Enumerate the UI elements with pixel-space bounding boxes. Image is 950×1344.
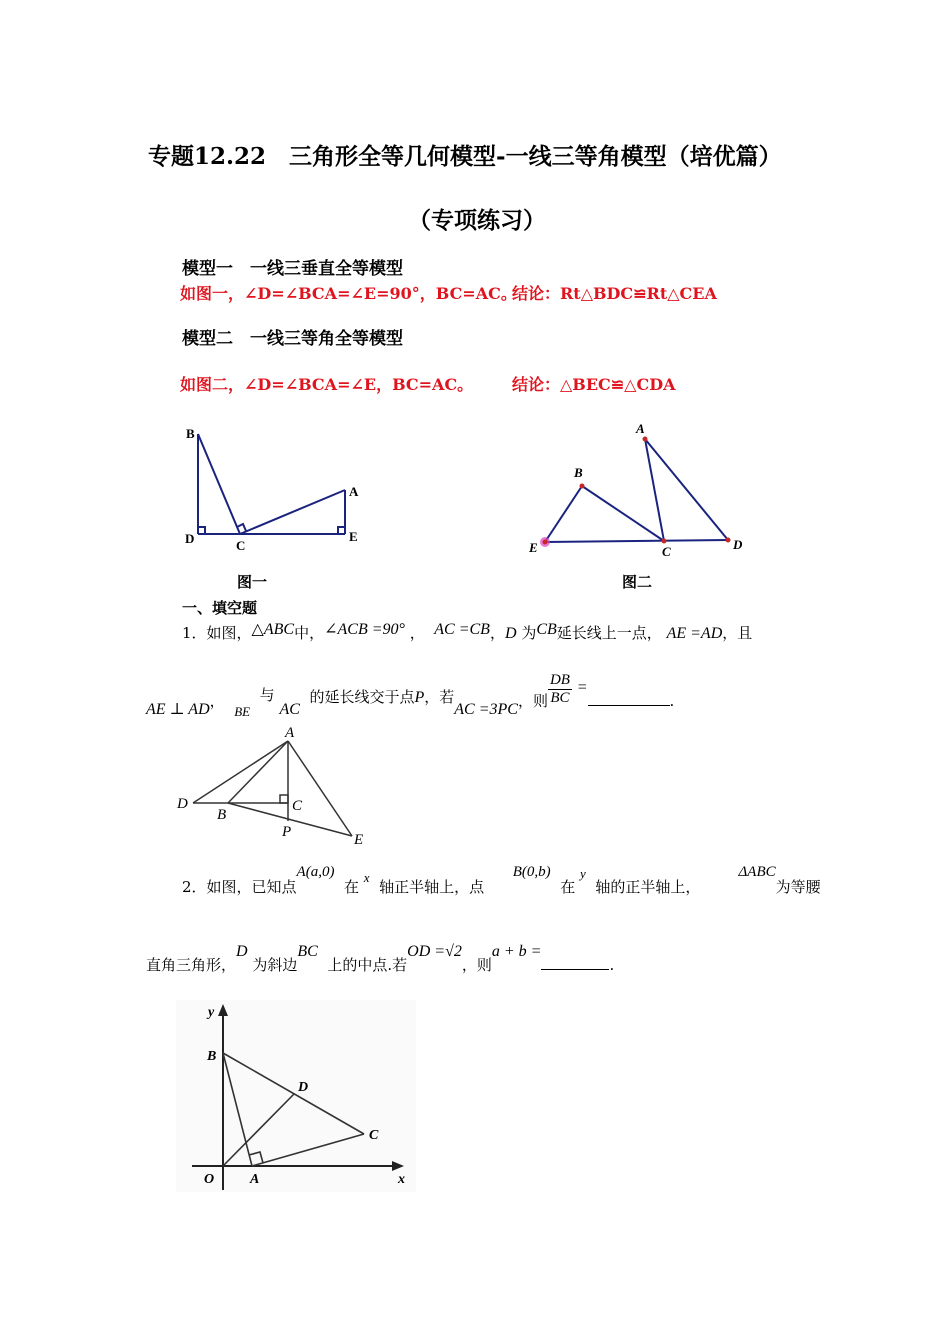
fig2-label-e: E [529,540,538,555]
fig2-label-b: B [574,465,583,480]
q2-math: OD =√2 [407,943,462,960]
q2-text: 直角三角形， [146,956,237,974]
q2-math: D [236,943,248,960]
fig2-label-a: A [636,421,645,436]
fig4-label-d: D [298,1080,309,1095]
q1-math: △ABC [251,621,295,638]
q1-frac-num: DB [549,672,570,688]
q2-text: 在 [344,878,360,896]
q2-math: y [580,866,586,881]
fig3-label-c: C [292,798,303,814]
fig1-label-c: C [236,538,246,553]
model1-title: 模型一 一线三垂直全等模型 [182,259,403,279]
fig4-label-b: B [207,1049,217,1064]
fig1-label-d: D [185,531,195,546]
fig3-label-b: B [217,807,227,823]
q1-frac-den: BC [550,690,570,706]
q2-text: ，则 [461,956,492,974]
q1-math: P [414,688,425,706]
fig3-label-d: D [177,796,188,812]
q1-text: ， [209,691,225,710]
q2-math: a + b = [491,943,542,960]
q2-text: 在 [560,878,576,896]
q1-math: AE ⊥ AD [146,700,210,718]
fig4-label-y: y [208,1005,215,1020]
q1-text: ，且 [722,624,753,642]
fig4-label-c: C [369,1128,379,1143]
page-title: 专题12.22 三角形全等几何模型-一线三等角模型（培优篇） [148,143,782,170]
q2-math: ΔABC [738,864,776,880]
q1-math: AC [279,700,300,718]
fig2-caption: 图二 [622,573,653,591]
q1-math: AE =AD [666,625,723,642]
q1-text: . [669,691,675,710]
fig4-background [176,1000,416,1192]
model2-condition: 如图二，∠D=∠BCA=∠E，BC=AC。 [180,375,474,394]
q1-text: 中， [294,624,325,642]
fig4-label-a: A [250,1172,260,1187]
q2-text: 轴正半轴上，点 [379,878,485,896]
q1-math: D [504,625,517,642]
q1-math: AC =3PC [454,700,518,718]
q2-text: . [609,956,615,974]
q2-text: 2．如图，已知点 [182,878,297,896]
fig1-label-b: B [186,426,195,441]
q1-text: ，若 [424,687,455,706]
q2-text: 为等腰 [775,878,821,896]
q1-eq: = [576,678,588,696]
model2-conclusion: 结论：△BEC≌△CDA [512,375,676,394]
q2-math: x [363,870,370,885]
page-subtitle: （专项练习） [408,207,546,234]
q1-math: AC =CB [434,621,490,638]
fig3-label-a: A [285,725,295,741]
q1-math: ∠ACB =90° [324,621,405,638]
q1-text: 与 [259,685,275,704]
q1-text: 1．如图， [182,624,252,642]
q2-text: 为斜边 [252,956,298,974]
q1-text: ，则 [517,691,548,710]
fig1-label-a: A [349,484,359,499]
model2-title: 模型二 一线三等角全等模型 [182,329,403,349]
fig3-label-p: P [282,824,292,840]
q2-math: B(0,b) [512,864,551,880]
q2-math: BC [297,943,318,960]
q1-text: ， [409,624,425,642]
fig4-label-o: O [204,1172,215,1187]
fig1-label-e: E [349,529,358,544]
fig1-caption: 图一 [237,573,268,591]
q2-math: A(a,0) [296,864,335,880]
fig2-label-d: D [733,537,743,552]
model1-condition: 如图一，∠D=∠BCA=∠E=90°，BC=AC。 [180,284,517,303]
q2-text: 上的中点.若 [327,956,408,974]
q1-math: CB [536,621,557,638]
q1-text: 延长线上一点， [556,624,662,642]
q1-text: 的延长线交于点 [309,687,415,706]
q1-text: ， [489,624,505,642]
q1-text: 为 [521,624,537,642]
fig2-label-c: C [662,544,671,559]
q2-text: 轴的正半轴上， [595,878,701,896]
q1-math: BE [234,703,251,719]
section-heading: 一、填空题 [182,599,258,617]
fig4-label-x: x [398,1172,405,1187]
model1-conclusion: 结论：Rt△BDC≌Rt△CEA [512,284,717,303]
fig3-label-e: E [354,832,364,848]
